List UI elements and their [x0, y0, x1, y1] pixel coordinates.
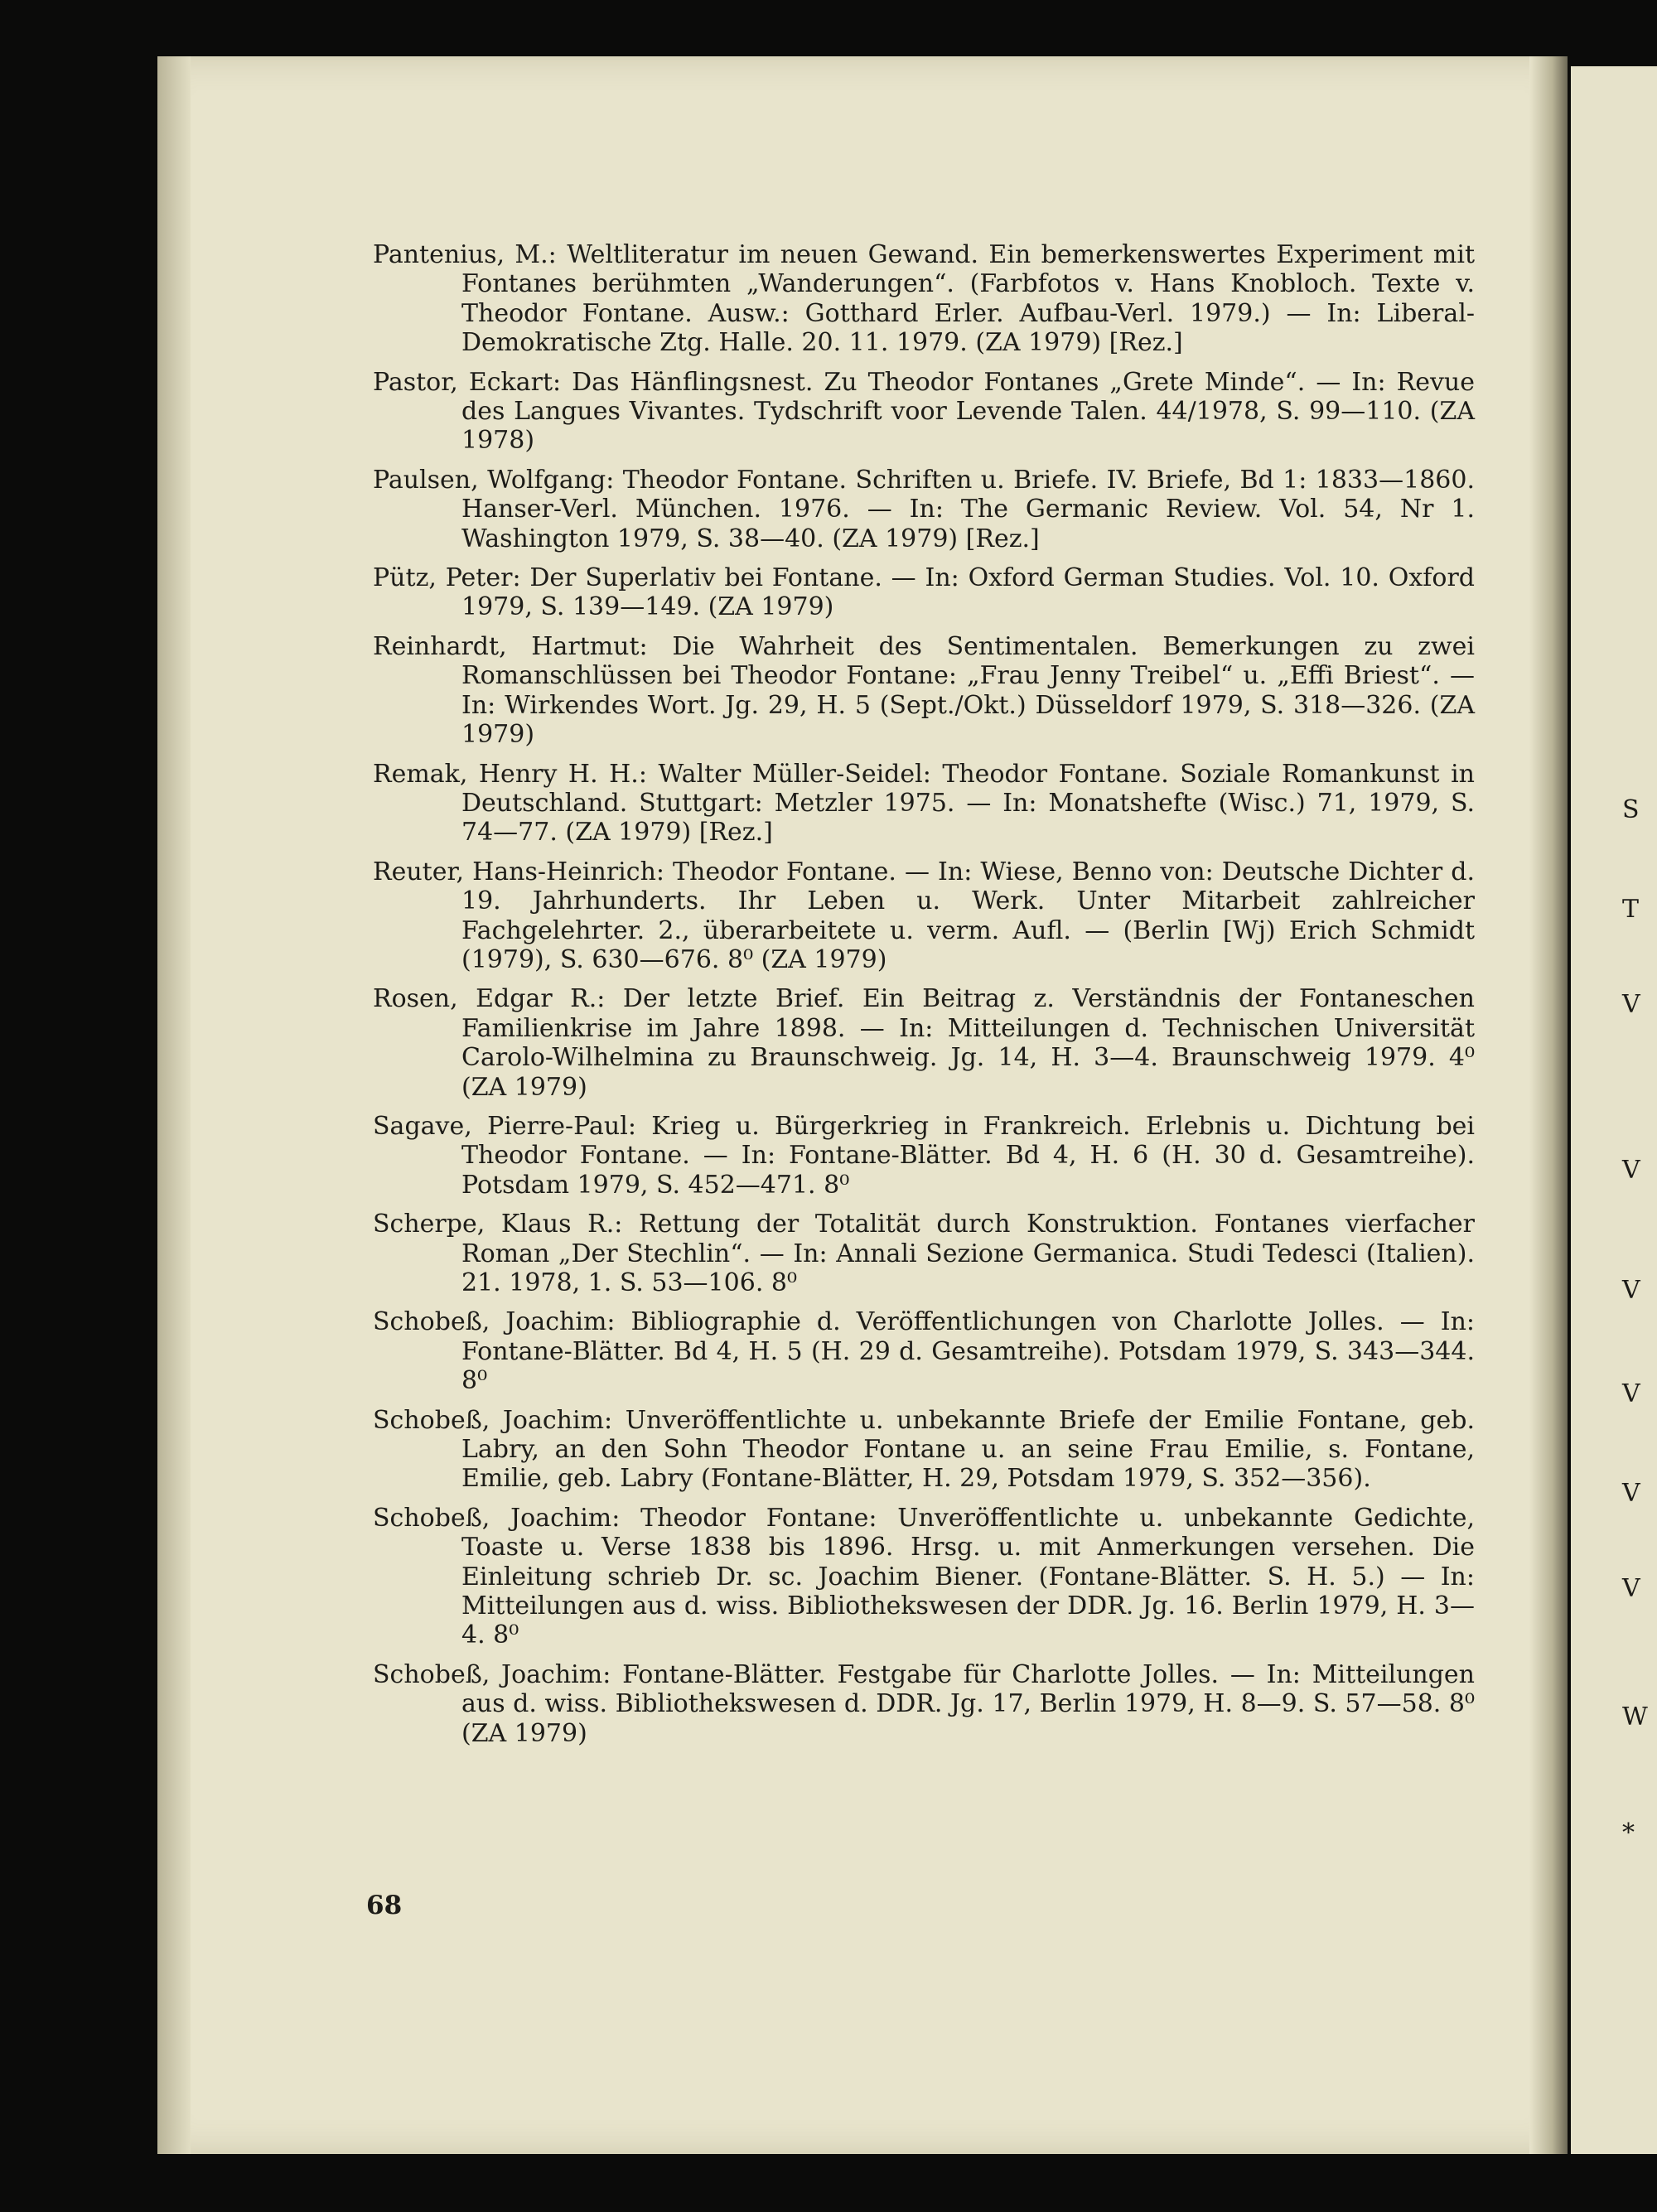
- book-gutter-shadow: [1529, 56, 1568, 2154]
- bibliography-entry: Reuter, Hans-Heinrich: Theodor Fontane. — In: Wiese, Benno von: Deutsche Dichter d. 19. Jahrhunderts. Ihr Leben u. Werk. Unter Mitarbeit zahlreicher Fachgelehrter. 2., überarbeitete u. verm. Aufl. — (Berlin [Wj) Erich Schmidt (1979), S. 630—676. 8⁰ (ZA 1979): [373, 857, 1475, 974]
- bibliography-entry: Remak, Henry H. H.: Walter Müller-Seidel: Theodor Fontane. Soziale Romankunst in Deutschland. Stuttgart: Metzler 1975. — In: Monatshefte (Wisc.) 71, 1979, S. 74—77. (ZA 1979) [Rez.]: [373, 759, 1475, 848]
- bibliography-entry: Schobeß, Joachim: Fontane-Blätter. Festgabe für Charlotte Jolles. — In: Mitteilungen aus d. wiss. Bibliothekswesen d. DDR. Jg. 17, Berlin 1979, H. 8—9. S. 57—58. 8⁰ (ZA 1979): [373, 1659, 1475, 1748]
- bibliography-entry: Schobeß, Joachim: Theodor Fontane: Unveröffentlichte u. unbekannte Gedichte, Toaste u. Verse 1838 bis 1896. Hrsg. u. mit Anmerkungen versehen. Die Einleitung schrieb Dr. sc. Joachim Biener. (Fontane-Blätter. S. H. 5.) — In: Mitteilungen aus d. wiss. Bibliothekswesen der DDR. Jg. 16. Berlin 1979, H. 3—4. 8⁰: [373, 1503, 1475, 1650]
- bibliography-entry: Pütz, Peter: Der Superlativ bei Fontane. — In: Oxford German Studies. Vol. 10. Oxford 1979, S. 139—149. (ZA 1979): [373, 563, 1475, 622]
- facing-page-glyph: T: [1622, 895, 1640, 924]
- bibliography-entry: Schobeß, Joachim: Unveröffentlichte u. unbekannte Briefe der Emilie Fontane, geb. Labry, an den Sohn Theodor Fontane u. an seine Frau Emilie, s. Fontane, Emilie, geb. Labry (Fontane-Blätter, H. 29, Potsdam 1979, S. 352—356).: [373, 1405, 1475, 1494]
- facing-page-glyph: *: [1622, 1818, 1635, 1847]
- page-edge-shadow: [157, 56, 191, 2154]
- facing-page-glyphs: [1622, 0, 1657, 2212]
- bibliography-entry: Schobeß, Joachim: Bibliographie d. Veröffentlichungen von Charlotte Jolles. — In: Fontane-Blätter. Bd 4, H. 5 (H. 29 d. Gesamtreihe). Potsdam 1979, S. 343—344. 8⁰: [373, 1307, 1475, 1396]
- facing-page-glyph: V: [1622, 1156, 1640, 1185]
- bibliography-entry: Reinhardt, Hartmut: Die Wahrheit des Sentimentalen. Bemerkungen zu zwei Romanschlüssen bei Theodor Fontane: „Frau Jenny Treibel“ u. „Effi Briest“. — In: Wirkendes Wort. Jg. 29, H. 5 (Sept./Okt.) Düsseldorf 1979, S. 318—326. (ZA 1979): [373, 631, 1475, 750]
- bibliography-entry: Pantenius, M.: Weltliteratur im neuen Gewand. Ein bemerkenswertes Experiment mit Fontanes berühmten „Wanderungen“. (Farbfotos v. Hans Knobloch. Texte v. Theodor Fontane. Ausw.: Gotthard Erler. Aufbau-Verl. 1979.) — In: Liberal-Demokratische Ztg. Halle. 20. 11. 1979. (ZA 1979) [Rez.]: [373, 240, 1475, 358]
- facing-page-glyph: V: [1622, 1574, 1640, 1603]
- facing-page-glyph: V: [1622, 1479, 1640, 1508]
- facing-page-glyph: V: [1622, 1379, 1640, 1408]
- facing-page-glyph: S: [1622, 795, 1640, 824]
- bibliography-entry: Pastor, Eckart: Das Hänflingsnest. Zu Theodor Fontanes „Grete Minde“. — In: Revue des Langues Vivantes. Tydschrift voor Levende Talen. 44/1978, S. 99—110. (ZA 1978): [373, 367, 1475, 456]
- bibliography-entry: Scherpe, Klaus R.: Rettung der Totalität durch Konstruktion. Fontanes vierfacher Roman „Der Stechlin“. — In: Annali Sezione Germanica. Studi Tedesci (Italien). 21. 1978, 1. S. 53—106. 8⁰: [373, 1210, 1475, 1297]
- page-number: 68: [366, 1891, 403, 1920]
- facing-page-glyph: V: [1622, 1276, 1640, 1305]
- bibliography-entry: Sagave, Pierre-Paul: Krieg u. Bürgerkrieg in Frankreich. Erlebnis u. Dichtung bei Theodor Fontane. — In: Fontane-Blätter. Bd 4, H. 6 (H. 30 d. Gesamtreihe). Potsdam 1979, S. 452—471. 8⁰: [373, 1111, 1475, 1200]
- bibliography-list: [373, 240, 1475, 1758]
- facing-page-glyph: V: [1622, 990, 1640, 1019]
- facing-page-glyph: W: [1622, 1702, 1648, 1731]
- bibliography-entry: Paulsen, Wolfgang: Theodor Fontane. Schriften u. Briefe. IV. Briefe, Bd 1: 1833—1860. Hanser-Verl. München. 1976. — In: The Germanic Review. Vol. 54, Nr 1. Washington 1979, S. 38—40. (ZA 1979) [Rez.]: [373, 465, 1475, 553]
- bibliography-entry: Rosen, Edgar R.: Der letzte Brief. Ein Beitrag z. Verständnis der Fontaneschen Familienkrise im Jahre 1898. — In: Mitteilungen d. Technischen Universität Carolo-Wilhelmina zu Braunschweig. Jg. 14, H. 3—4. Braunschweig 1979. 4⁰ (ZA 1979): [373, 984, 1475, 1102]
